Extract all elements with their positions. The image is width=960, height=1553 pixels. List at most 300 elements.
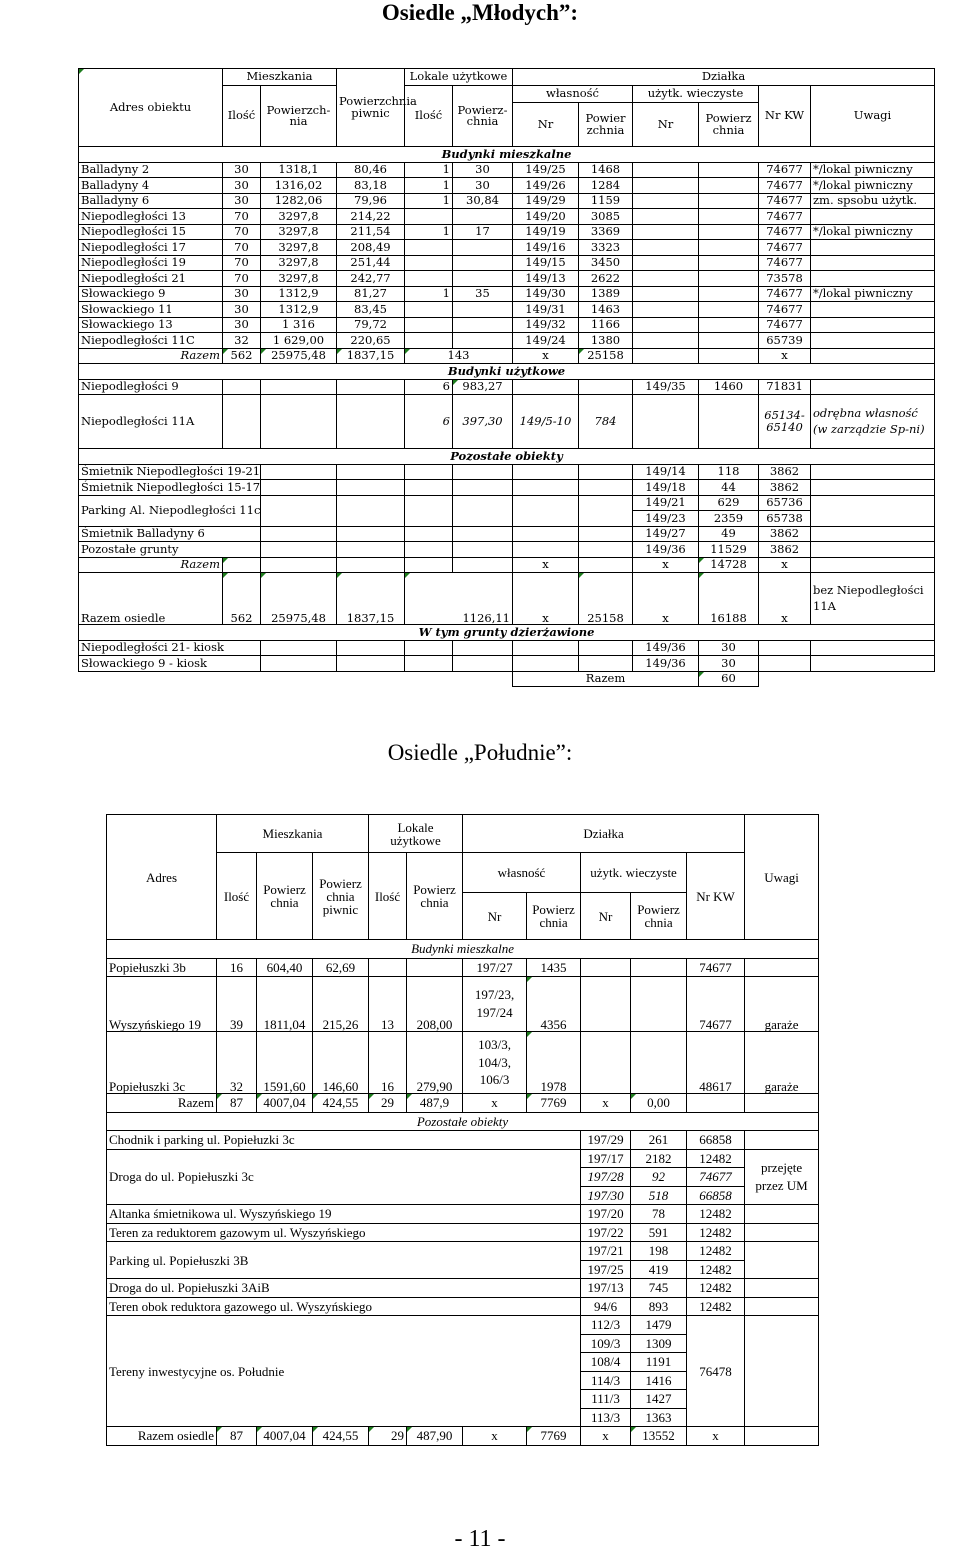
col-nr-uw: Nr (633, 103, 699, 147)
cell: 32 (223, 333, 261, 349)
table-row (79, 656, 935, 672)
cell: 149/31 (513, 302, 579, 318)
razem-label: Razem (79, 557, 223, 573)
table-row (79, 193, 935, 209)
cell: 242,77 (337, 271, 405, 287)
cell: 893 (631, 1297, 687, 1316)
col-nr-kw: Nr KW (687, 853, 745, 940)
cell: 197/25 (581, 1260, 631, 1279)
table-row (107, 1279, 819, 1298)
cell: 784 (579, 395, 633, 449)
cell: 32 (217, 1032, 257, 1094)
cell (699, 193, 759, 209)
col-wlasnosc: własność (463, 853, 581, 893)
cell: 48617 (687, 1032, 745, 1094)
cell: 1591,60 (257, 1032, 313, 1094)
cell: 149/27 (633, 526, 699, 542)
cell: 1126,11 (405, 573, 513, 625)
col-wlasnosc: własność (513, 86, 633, 103)
cell (633, 286, 699, 302)
adres: Niepodległości 15 (79, 224, 223, 240)
cell: garaże (745, 1032, 819, 1094)
cell (633, 162, 699, 178)
cell: 103/3, 104/3, 106/3 (463, 1032, 527, 1094)
col-uzytk-wieczyste: użytk. wieczyste (581, 853, 687, 893)
cell: 16 (369, 1032, 407, 1094)
col-lokale-powierzchnia: Powierz-chnia (453, 86, 513, 147)
cell: 30,84 (453, 193, 513, 209)
razem-osiedle-row (79, 573, 935, 625)
cell (405, 255, 453, 271)
table-row (79, 464, 935, 480)
cell: 16188 (699, 573, 759, 625)
cell: 66858 (687, 1131, 745, 1150)
cell (405, 302, 453, 318)
cell (699, 302, 759, 318)
table-osiedle-mlodych (78, 68, 935, 687)
cell (453, 302, 513, 318)
cell: 1460 (699, 379, 759, 395)
cell: 149/23 (633, 511, 699, 527)
cell: 149/25 (513, 162, 579, 178)
cell: 1191 (631, 1353, 687, 1372)
cell: 74677 (759, 193, 811, 209)
cell (633, 224, 699, 240)
cell: 44 (699, 480, 759, 496)
page-number: - 11 - (454, 1526, 506, 1552)
cell: 111/3 (581, 1390, 631, 1409)
cell: 149/36 (633, 640, 699, 656)
cell: 83,45 (337, 302, 405, 318)
adres: Słowackiego 11 (79, 302, 223, 318)
cell: x (633, 573, 699, 625)
razem-osiedle-row (107, 1427, 819, 1446)
cell: x (759, 573, 811, 625)
table-row (107, 1032, 819, 1094)
cell (633, 333, 699, 349)
col-powierzchnia: Powierzch-nia (261, 86, 337, 147)
cell: */lokal piwniczny (811, 162, 935, 178)
cell: 211,54 (337, 224, 405, 240)
cell: 149/14 (633, 464, 699, 480)
col-powierzchnia-piwnic: Powierz chnia piwnic (313, 853, 369, 940)
cell: 13552 (631, 1427, 687, 1446)
cell: 1318,1 (261, 162, 337, 178)
cell: 197/29 (581, 1131, 631, 1150)
cell: 3297,8 (261, 255, 337, 271)
cell: 149/19 (513, 224, 579, 240)
cell: 1978 (527, 1032, 581, 1094)
cell: 3862 (759, 526, 811, 542)
cell: 65736 (759, 495, 811, 511)
table-row (79, 286, 935, 302)
cell (699, 240, 759, 256)
cell (453, 333, 513, 349)
cell: 2622 (579, 271, 633, 287)
cell: 1837,15 (337, 573, 405, 625)
cell: 62,69 (313, 958, 369, 977)
heading-osiedle-poludnie: Osiedle „Południe”: (387, 740, 573, 765)
adres: Pozostałe grunty (79, 542, 261, 558)
cell (633, 178, 699, 194)
adres: Teren za reduktorem gazowym ul. Wyszyńskiego (107, 1223, 581, 1242)
razem-label: Razem (79, 348, 223, 364)
cell: 1159 (579, 193, 633, 209)
adres: Słowackiego 9 (79, 286, 223, 302)
cell: 1 316 (261, 317, 337, 333)
adres: Niepodległości 17 (79, 240, 223, 256)
razem-piwnic: 1837,15 (337, 348, 405, 364)
cell: 197/22 (581, 1223, 631, 1242)
cell: x (633, 557, 699, 573)
table-row (79, 178, 935, 194)
cell: 1427 (631, 1390, 687, 1409)
cell: 112/3 (581, 1316, 631, 1335)
table-row (79, 333, 935, 349)
cell (699, 209, 759, 225)
cell: x (759, 557, 811, 573)
col-adres-obiektu: Adres obiektu (79, 69, 223, 147)
cell: 1282,06 (261, 193, 337, 209)
cell: 3297,8 (261, 224, 337, 240)
cell: 197/13 (581, 1279, 631, 1298)
cell (811, 255, 935, 271)
adres: Śmietnik Niepodległości 15-17 (79, 480, 261, 496)
col-uwagi: Uwagi (745, 815, 819, 940)
table-row (79, 526, 935, 542)
cell: 604,40 (257, 958, 313, 977)
table-row (79, 317, 935, 333)
cell: 562 (223, 573, 261, 625)
cell: odrębna własność (w zarządzie Sp-ni) (811, 395, 935, 449)
cell: 39 (217, 977, 257, 1032)
cell: 0,00 (631, 1094, 687, 1113)
cell: 3862 (759, 480, 811, 496)
cell: 70 (223, 224, 261, 240)
cell: 118 (699, 464, 759, 480)
adres: Balladyny 2 (79, 162, 223, 178)
cell: 74677 (759, 224, 811, 240)
col-powierzchnia-wlasnosc: Powierz chnia (527, 893, 581, 940)
cell: 74677 (687, 958, 745, 977)
cell: 149/18 (633, 480, 699, 496)
cell: 12482 (687, 1279, 745, 1298)
cell: 1463 (579, 302, 633, 318)
col-powierzchnia-wlasnosc: Powier zchnia (579, 103, 633, 147)
cell: 149/24 (513, 333, 579, 349)
table-row (79, 480, 935, 496)
cell: 149/35 (633, 379, 699, 395)
cell: 1479 (631, 1316, 687, 1335)
cell: 1389 (579, 286, 633, 302)
adres: Słowackiego 9 - kiosk (79, 656, 261, 672)
adres: Teren obok reduktora gazowego ul. Wyszyńskiego (107, 1297, 581, 1316)
cell: 30 (223, 178, 261, 194)
cell: 518 (631, 1186, 687, 1205)
table-row (79, 209, 935, 225)
cell: 12482 (687, 1205, 745, 1224)
col-dzialka: Działka (513, 69, 935, 86)
adres: Niepodległości 11C (79, 333, 223, 349)
cell: 4356 (527, 977, 581, 1032)
adres: Altanka śmietnikowa ul. Wyszyńskiego 19 (107, 1205, 581, 1224)
razem-row (79, 348, 935, 364)
cell: 198 (631, 1242, 687, 1261)
adres: Niepodległości 9 (79, 379, 223, 395)
cell: x (581, 1094, 631, 1113)
col-nr: Nr (463, 893, 527, 940)
cell: 3297,8 (261, 240, 337, 256)
cell: 4007,04 (257, 1094, 313, 1113)
adres: Śmietnik Niepodległości 19-21 (79, 464, 261, 480)
cell: 70 (223, 271, 261, 287)
cell: 80,46 (337, 162, 405, 178)
cell (405, 209, 453, 225)
cell: 208,49 (337, 240, 405, 256)
cell (633, 193, 699, 209)
cell (699, 255, 759, 271)
razem-lokale: 143 (405, 348, 513, 364)
cell: 7769 (527, 1427, 581, 1446)
adres: Tereny inwestycyjne os. Południe (107, 1316, 581, 1427)
cell (405, 333, 453, 349)
section-grunty-dzierzawione: W tym grunty dzierżawione (79, 625, 935, 641)
cell: 3862 (759, 464, 811, 480)
cell: 30 (223, 162, 261, 178)
cell: 149/21 (633, 495, 699, 511)
cell: 65738 (759, 511, 811, 527)
cell: 1309 (631, 1334, 687, 1353)
cell (405, 317, 453, 333)
cell (405, 240, 453, 256)
cell: 71831 (759, 379, 811, 395)
table-row (79, 162, 935, 178)
cell: 1284 (579, 178, 633, 194)
cell: 65739 (759, 333, 811, 349)
cell: 197/28 (581, 1168, 631, 1187)
col-lokale-uzytkowe: Lokale użytkowe (369, 815, 463, 853)
cell: x (513, 557, 579, 573)
cell: 30 (699, 640, 759, 656)
section-budynki-mieszkalne: Budynki mieszkalne (79, 147, 935, 163)
adres: Niepodległości 13 (79, 209, 223, 225)
adres: Parking Al. Niepodległości 11c (79, 495, 261, 526)
cell: 17 (453, 224, 513, 240)
cell: 149/5-10 (513, 395, 579, 449)
cell: 629 (699, 495, 759, 511)
col-ilosc: Ilość (223, 86, 261, 147)
cell: 6 (405, 379, 453, 395)
cell (699, 224, 759, 240)
cell (453, 271, 513, 287)
adres: Niepodległości 19 (79, 255, 223, 271)
col-lokale-ilosc: Ilość (405, 86, 453, 147)
col-powierzchnia-uw: Powierz chnia (631, 893, 687, 940)
cell (405, 271, 453, 287)
razem-row (79, 671, 935, 687)
heading-osiedle-mlodych: Osiedle „Młodych”: (381, 0, 579, 25)
cell: 1 (405, 286, 453, 302)
cell (699, 333, 759, 349)
adres: Balladyny 6 (79, 193, 223, 209)
cell: 149/29 (513, 193, 579, 209)
cell (633, 302, 699, 318)
cell: 197/17 (581, 1149, 631, 1168)
cell: 3862 (759, 542, 811, 558)
table-row (107, 1223, 819, 1242)
cell: 30 (223, 317, 261, 333)
col-nr-uw: Nr (581, 893, 631, 940)
cell: 79,96 (337, 193, 405, 209)
col-lokale-powierzchnia: Powierz chnia (407, 853, 463, 940)
cell: 3369 (579, 224, 633, 240)
cell: 12482 (687, 1260, 745, 1279)
cell: 1316,02 (261, 178, 337, 194)
col-ilosc: Ilość (217, 853, 257, 940)
cell: 74677 (759, 317, 811, 333)
table-row (79, 495, 935, 511)
cell: 35 (453, 286, 513, 302)
cell: 149/13 (513, 271, 579, 287)
cell: 74677 (687, 1168, 745, 1187)
table-row (79, 224, 935, 240)
cell: 208,00 (407, 977, 463, 1032)
cell: 73578 (759, 271, 811, 287)
col-adres: Adres (107, 815, 217, 940)
col-mieszkania: Mieszkania (217, 815, 369, 853)
cell: x (463, 1427, 527, 1446)
adres: Droga do ul. Popiełuszki 3AiB (107, 1279, 581, 1298)
adres: Chodnik i parking ul. Popiełuzki 3c (107, 1131, 581, 1150)
section-budynki-uzytkowe: Budynki użytkowe (79, 364, 935, 380)
razem-powierzchnia-dz: 25158 (579, 348, 633, 364)
cell: 74677 (759, 255, 811, 271)
cell: 13 (369, 977, 407, 1032)
adres: Niepodległości 21 (79, 271, 223, 287)
cell: 197/20 (581, 1205, 631, 1224)
cell: */lokal piwniczny (811, 286, 935, 302)
cell: 25158 (579, 573, 633, 625)
cell: 1416 (631, 1371, 687, 1390)
cell: 65134-65140 (759, 395, 811, 449)
cell: 1312,9 (261, 302, 337, 318)
cell: x (463, 1094, 527, 1113)
col-uzytk-wieczyste: użytk. wieczyste (633, 86, 759, 103)
cell: 12482 (687, 1223, 745, 1242)
cell: 11529 (699, 542, 759, 558)
adres: Niepodległości 21- kiosk (79, 640, 261, 656)
cell: 3450 (579, 255, 633, 271)
adres: Niepodległości 11A (79, 395, 223, 449)
cell: 94/6 (581, 1297, 631, 1316)
cell (811, 271, 935, 287)
cell (699, 162, 759, 178)
cell: 1166 (579, 317, 633, 333)
razem-osiedle-label: Razem osiedle (107, 1427, 217, 1446)
col-mieszkania: Mieszkania (223, 69, 337, 86)
cell: 3323 (579, 240, 633, 256)
cell: 251,44 (337, 255, 405, 271)
cell: 149/16 (513, 240, 579, 256)
cell: 215,26 (313, 977, 369, 1032)
cell: 1 629,00 (261, 333, 337, 349)
table-row (79, 271, 935, 287)
cell: 74677 (759, 286, 811, 302)
cell (633, 271, 699, 287)
cell: x (687, 1427, 745, 1446)
table-row (107, 958, 819, 977)
col-uwagi: Uwagi (811, 86, 935, 147)
cell: 3297,8 (261, 271, 337, 287)
table-row (79, 240, 935, 256)
cell: 29 (369, 1094, 407, 1113)
cell: 14728 (699, 557, 759, 573)
cell: 1811,04 (257, 977, 313, 1032)
table-row (79, 395, 935, 449)
cell (699, 317, 759, 333)
cell: 30 (699, 656, 759, 672)
cell: 487,9 (407, 1094, 463, 1113)
table-row (79, 379, 935, 395)
cell: 591 (631, 1223, 687, 1242)
rows-budynki-mieszkalne (79, 162, 935, 348)
cell: 2182 (631, 1149, 687, 1168)
cell: 7769 (527, 1094, 581, 1113)
cell: 29 (369, 1427, 407, 1446)
cell: x (513, 573, 579, 625)
razem-kw: x (759, 348, 811, 364)
cell: 745 (631, 1279, 687, 1298)
cell: 397,30 (453, 395, 513, 449)
cell (633, 240, 699, 256)
cell: 1 (405, 193, 453, 209)
adres: Słowackiego 13 (79, 317, 223, 333)
razem-osiedle-label: Razem osiedle (79, 573, 223, 625)
cell: 70 (223, 240, 261, 256)
cell (811, 209, 935, 225)
razem-ilosc: 562 (223, 348, 261, 364)
cell: 4007,04 (257, 1427, 313, 1446)
cell: 114/3 (581, 1371, 631, 1390)
cell: 424,55 (313, 1094, 369, 1113)
cell: 149/15 (513, 255, 579, 271)
cell: 983,27 (453, 379, 513, 395)
cell: 3297,8 (261, 209, 337, 225)
col-powierzchnia: Powierz chnia (257, 853, 313, 940)
cell: 197/27 (463, 958, 527, 977)
cell: 12482 (687, 1297, 745, 1316)
table-row (107, 1316, 819, 1335)
cell: 76478 (687, 1316, 745, 1427)
razem-label: Razem (107, 1094, 217, 1113)
cell: 419 (631, 1260, 687, 1279)
col-powierzchnia-piwnic: Powierzchnia piwnic (337, 69, 405, 147)
cell: 2359 (699, 511, 759, 527)
cell: 70 (223, 255, 261, 271)
cell: 74677 (759, 209, 811, 225)
cell: 60 (699, 671, 759, 687)
cell: 49 (699, 526, 759, 542)
cell (633, 209, 699, 225)
cell (811, 240, 935, 256)
cell: 487,90 (407, 1427, 463, 1446)
razem-powierzchnia: 25975,48 (261, 348, 337, 364)
col-nr-kw: Nr KW (759, 86, 811, 147)
cell: 1468 (579, 162, 633, 178)
cell: 197/30 (581, 1186, 631, 1205)
cell: 74677 (759, 302, 811, 318)
cell: 279,90 (407, 1032, 463, 1094)
